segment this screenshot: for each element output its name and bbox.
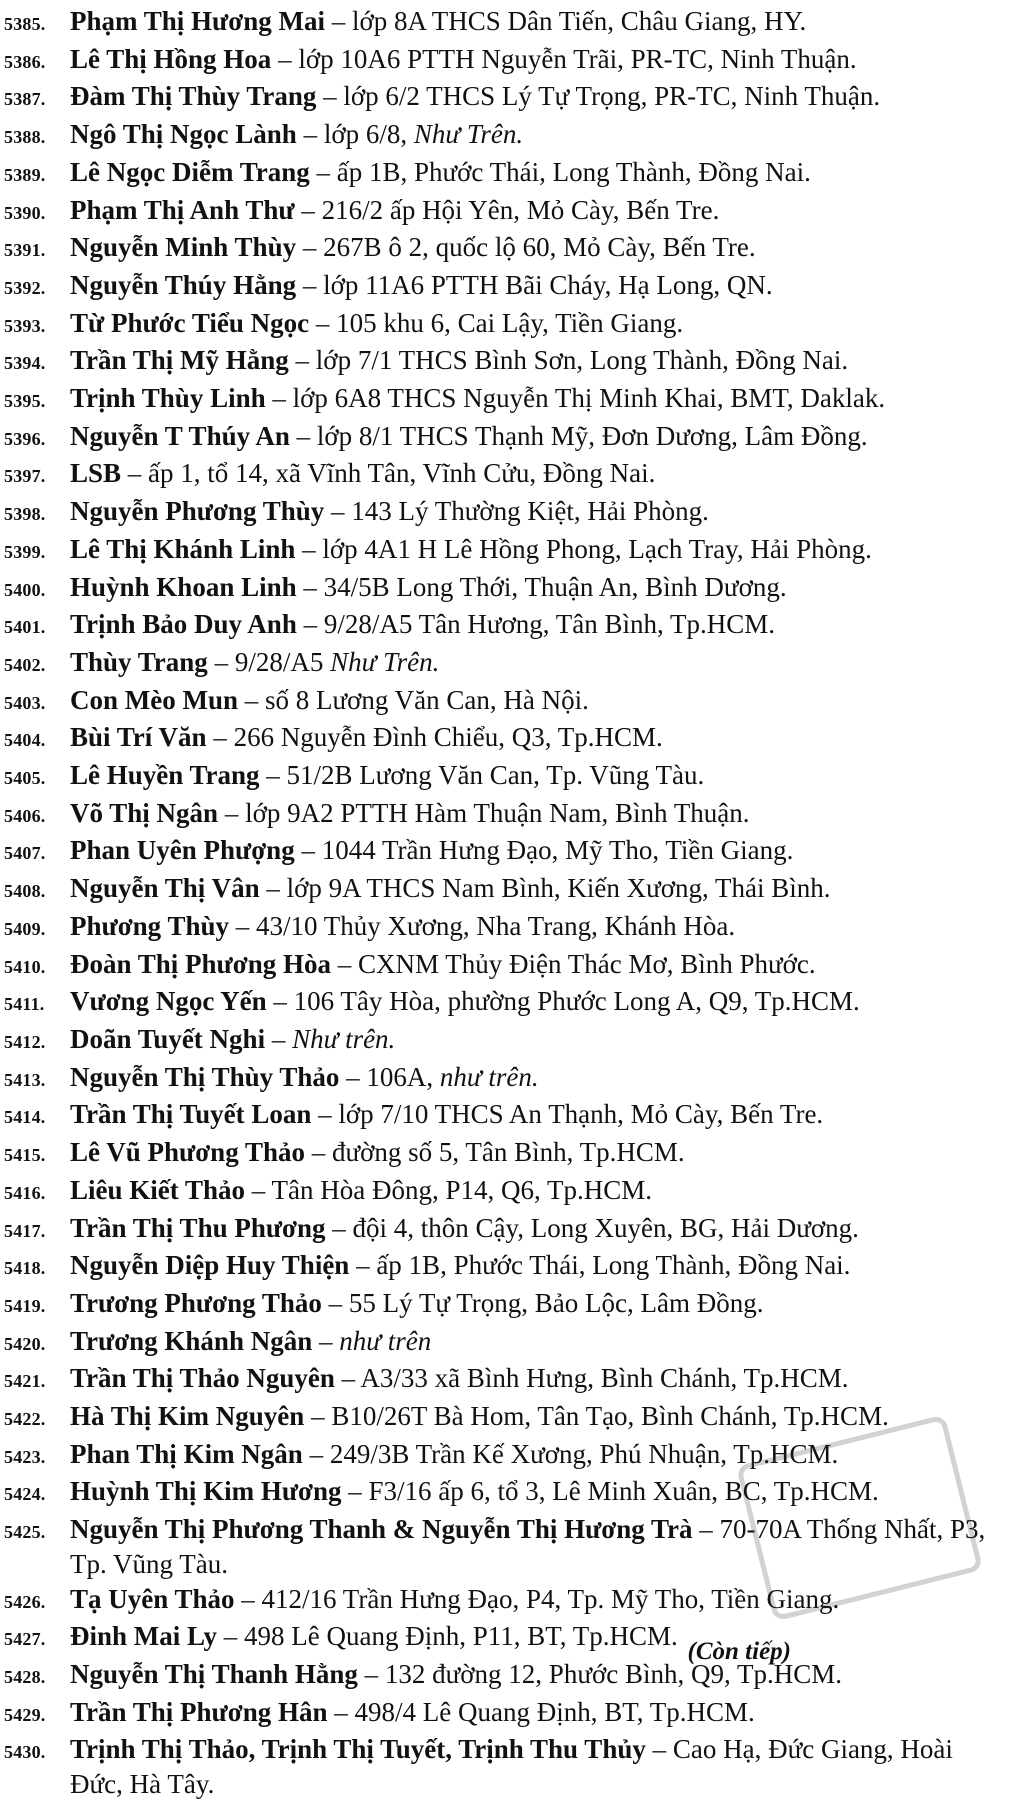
- entry-separator: –: [296, 119, 324, 150]
- entry-address: lớp 6/8,: [323, 119, 414, 150]
- entry-number: 5417.: [4, 1220, 46, 1241]
- entry-address: 216/2 ấp Hội Yên, Mỏ Cày, Bến Tre.: [321, 194, 720, 225]
- entry-name: Trần Thị Mỹ Hằng: [70, 345, 289, 376]
- entry-name: Huỳnh Thị Kim Hương: [70, 1476, 342, 1507]
- entry-number: 5397.: [4, 466, 46, 487]
- entry-text: [70, 419, 1004, 454]
- entry-number: 5405.: [4, 768, 46, 789]
- entry-name: Nguyễn Thị Vân: [70, 873, 260, 904]
- entry-name: Đoàn Thị Phương Hòa: [70, 948, 331, 979]
- entry-name: Phan Uyên Phượng: [70, 835, 295, 866]
- entry-number: 5422.: [4, 1409, 46, 1430]
- entry-address: 132 đường 12, Phước Bình, Q9, Tp.HCM.: [384, 1658, 842, 1689]
- entry-separator: –: [266, 986, 294, 1017]
- entry-text: [70, 42, 1004, 77]
- entry-text: [70, 306, 1004, 341]
- entry-address: 266 Nguyễn Đình Chiểu, Q3, Tp.HCM.: [233, 722, 663, 753]
- entry-text: [70, 796, 1004, 831]
- entry-name: Huỳnh Khoan Linh: [70, 571, 297, 602]
- entry-number: 5429.: [4, 1704, 46, 1725]
- entry-text: [70, 494, 1004, 529]
- entry-address: lớp 6/2 THCS Lý Tự Trọng, PR-TC, Ninh Thuận.: [343, 81, 881, 112]
- entry-number: 5408.: [4, 881, 46, 902]
- list-item: [4, 1732, 1004, 1801]
- list-item: [4, 720, 1004, 758]
- entry-address: 51/2B Lương Văn Can, Tp. Vũng Tàu.: [286, 760, 705, 791]
- entry-separator: –: [296, 609, 324, 640]
- entry-name: Thùy Trang: [70, 646, 208, 677]
- entry-name: Trần Thị Tuyết Loan: [70, 1099, 312, 1130]
- entry-address: 9/28/A5: [234, 646, 331, 677]
- list-item: [4, 871, 1004, 909]
- entry-address: A3/33 xã Bình Hưng, Bình Chánh, Tp.HCM.: [360, 1363, 849, 1394]
- entry-separator: –: [271, 43, 299, 74]
- entry-text: [70, 645, 1004, 680]
- entry-name: Nguyễn Diệp Huy Thiện: [70, 1250, 350, 1281]
- entry-address: CXNM Thủy Điện Thác Mơ, Bình Phước.: [357, 948, 816, 979]
- list-item: [4, 645, 1004, 683]
- entry-address: Cao Hạ, Đức Giang, Hoài Đức, Hà Tây.: [70, 1734, 953, 1800]
- list-item: [4, 607, 1004, 645]
- entry-text: [70, 1732, 1004, 1801]
- entry-text: [70, 193, 1004, 228]
- list-item: [4, 268, 1004, 306]
- entry-number: 5400.: [4, 579, 46, 600]
- entry-address: lớp 9A THCS Nam Bình, Kiến Xương, Thái Bình.: [286, 873, 831, 904]
- list-item: [4, 419, 1004, 457]
- entry-number: 5428.: [4, 1666, 46, 1687]
- entry-name: Trịnh Thùy Linh: [70, 383, 266, 414]
- entry-address: đường số 5, Tân Bình, Tp.HCM.: [331, 1137, 685, 1168]
- entry-separator: –: [349, 1250, 377, 1281]
- entry-text: [70, 1211, 1004, 1246]
- entry-name: Phạm Thị Anh Thư: [70, 194, 295, 225]
- entry-number: 5423.: [4, 1446, 46, 1467]
- entry-note: Như Trên.: [330, 646, 440, 677]
- entry-name: Nguyễn Thị Thùy Thảo: [70, 1061, 340, 1092]
- entry-number: 5419.: [4, 1295, 46, 1316]
- entry-separator: –: [692, 1514, 720, 1545]
- list-item: [4, 4, 1004, 42]
- list-item: [4, 570, 1004, 608]
- list-item: [4, 117, 1004, 155]
- entry-number: 5413.: [4, 1069, 46, 1090]
- entry-address: lớp 7/1 THCS Bình Sơn, Long Thành, Đồng Nai.: [315, 345, 849, 376]
- entry-number: 5391.: [4, 240, 46, 261]
- entry-address: lớp 7/10 THCS An Thạnh, Mỏ Cày, Bến Tre.: [338, 1099, 824, 1130]
- entry-number: 5388.: [4, 127, 46, 148]
- entry-address: lớp 8/1 THCS Thạnh Mỹ, Đơn Dương, Lâm Đồng.: [316, 420, 868, 451]
- entry-separator: –: [296, 269, 324, 300]
- entry-separator: –: [327, 1696, 355, 1727]
- entry-address: 249/3B Trần Kế Xương, Phú Nhuận, Tp.HCM.: [329, 1438, 839, 1469]
- entry-name: Trần Thị Thu Phương: [70, 1212, 326, 1243]
- entry-name: Liêu Kiết Thảo: [70, 1174, 246, 1205]
- entry-separator: –: [207, 646, 235, 677]
- entry-name: Lê Vũ Phương Thảo: [70, 1137, 305, 1168]
- list-item: [4, 1135, 1004, 1173]
- entry-separator: –: [218, 797, 246, 828]
- entry-text: [70, 155, 1004, 190]
- continued-note: (Còn tiếp): [687, 1638, 791, 1665]
- entry-text: [70, 1135, 1004, 1170]
- list-item: [4, 79, 1004, 117]
- entry-separator: –: [304, 1401, 332, 1432]
- entry-name: Lê Ngọc Diễm Trang: [70, 156, 310, 187]
- list-item: [4, 1097, 1004, 1135]
- entry-number: 5406.: [4, 805, 46, 826]
- entry-separator: –: [288, 345, 316, 376]
- list-item: [4, 193, 1004, 231]
- entry-name: Nguyễn Minh Thùy: [70, 232, 297, 263]
- entry-text: [70, 230, 1004, 265]
- list-item: [4, 1211, 1004, 1249]
- entry-name: Trương Phương Thảo: [70, 1287, 322, 1318]
- entry-text: [70, 1097, 1004, 1132]
- entry-address: số 8 Lương Văn Can, Hà Nội.: [265, 684, 589, 715]
- entry-text: [70, 947, 1004, 982]
- entry-separator: –: [321, 1287, 349, 1318]
- entry-address: F3/16 ấp 6, tổ 3, Lê Minh Xuân, BC, Tp.HCM.: [368, 1476, 879, 1507]
- entry-separator: –: [234, 1583, 262, 1614]
- entry-separator: –: [265, 383, 293, 414]
- entry-text: [70, 532, 1004, 567]
- entry-text: [70, 1286, 1004, 1321]
- entry-address: 106A,: [366, 1061, 440, 1092]
- entry-number: 5387.: [4, 89, 46, 110]
- entry-separator: –: [324, 6, 352, 36]
- list-item: [4, 1286, 1004, 1324]
- entry-note: như trên.: [439, 1061, 539, 1092]
- entry-number: 5416.: [4, 1182, 46, 1203]
- list-item: [4, 1060, 1004, 1098]
- list-item: [4, 1399, 1004, 1437]
- entry-address: lớp 6A8 THCS Nguyễn Thị Minh Khai, BMT, Daklak.: [292, 383, 886, 414]
- entry-number: 5385.: [4, 14, 46, 34]
- entry-address: 1044 Trần Hưng Đạo, Mỹ Tho, Tiền Giang.: [321, 835, 794, 866]
- entry-text: [70, 720, 1004, 755]
- entry-name: Phương Thùy: [70, 910, 229, 941]
- entry-separator: –: [309, 156, 337, 187]
- entry-text: [70, 1022, 1004, 1057]
- entry-text: [70, 984, 1004, 1019]
- entry-name: Vương Ngọc Yến: [70, 986, 267, 1017]
- entry-number: 5390.: [4, 202, 46, 223]
- entry-name: Từ Phước Tiểu Ngọc: [70, 307, 310, 338]
- entry-name: Doãn Tuyết Nghi: [70, 1023, 266, 1054]
- list-item: [4, 833, 1004, 871]
- entry-name: Nguyễn Thúy Hằng: [70, 269, 297, 300]
- entry-address: đội 4, thôn Cậy, Long Xuyên, BG, Hải Dương.: [352, 1212, 859, 1243]
- entry-separator: –: [265, 1023, 293, 1054]
- entry-number: 5402.: [4, 654, 46, 675]
- entry-text: [70, 1619, 1004, 1654]
- list-item: [4, 1695, 1004, 1733]
- entry-text: [70, 1399, 1004, 1434]
- entry-name: LSB: [70, 458, 122, 489]
- entry-number: 5426.: [4, 1591, 46, 1612]
- entry-address: 9/28/A5 Tân Hương, Tân Bình, Tp.HCM.: [323, 609, 776, 640]
- entry-number: 5399.: [4, 541, 46, 562]
- list-item: [4, 984, 1004, 1022]
- entry-address: 143 Lý Thường Kiệt, Hải Phòng.: [351, 496, 709, 527]
- entry-text: [70, 1324, 1004, 1359]
- entry-name: Nguyễn Thị Phương Thanh & Nguyễn Thị Hương Trà: [70, 1514, 693, 1545]
- list-item: [4, 42, 1004, 80]
- entry-separator: –: [228, 910, 256, 941]
- entry-number: 5410.: [4, 956, 46, 977]
- entry-separator: –: [294, 194, 322, 225]
- entry-name: Trần Thị Thảo Nguyên: [70, 1363, 335, 1394]
- list-item: [4, 532, 1004, 570]
- entry-name: Trương Khánh Ngân: [70, 1325, 313, 1356]
- entry-address: 70-70A Thống Nhất, P3, Tp. Vũng Tàu.: [70, 1514, 986, 1579]
- entry-separator: –: [357, 1658, 385, 1689]
- entry-separator: –: [294, 835, 322, 866]
- entry-name: Hà Thị Kim Nguyên: [70, 1401, 305, 1432]
- entry-text: [70, 343, 1004, 378]
- entry-text: [70, 1361, 1004, 1396]
- entry-separator: –: [330, 948, 358, 979]
- entry-note: như trên: [339, 1325, 432, 1356]
- entry-separator: –: [206, 722, 234, 753]
- entry-number: 5411.: [4, 994, 45, 1015]
- entry-separator: –: [296, 571, 324, 602]
- list-item: [4, 1619, 1004, 1657]
- list-item: [4, 494, 1004, 532]
- list-item: [4, 796, 1004, 834]
- list-item: [4, 1248, 1004, 1286]
- entry-address: ấp 1B, Phước Thái, Long Thành, Đồng Nai.: [376, 1250, 851, 1281]
- entry-number: 5421.: [4, 1371, 46, 1392]
- list-item: [4, 947, 1004, 985]
- entry-text: [70, 833, 1004, 868]
- entry-address: ấp 1, tổ 14, xã Vĩnh Tân, Vĩnh Cửu, Đồng Nai.: [148, 458, 656, 489]
- entry-address: ấp 1B, Phước Thái, Long Thành, Đồng Nai.: [336, 156, 811, 187]
- entry-address: B10/26T Bà Hom, Tân Tạo, Bình Chánh, Tp.HCM.: [331, 1401, 889, 1432]
- entry-text: [70, 683, 1004, 718]
- entry-address: lớp 10A6 PTTH Nguyễn Trãi, PR-TC, Ninh Thuận.: [298, 43, 857, 74]
- entry-separator: –: [645, 1734, 673, 1765]
- entry-address: Tân Hòa Đông, P14, Q6, Tp.HCM.: [271, 1174, 653, 1205]
- entry-name: Phạm Thị Hương Mai: [70, 6, 325, 36]
- list-item: [4, 1022, 1004, 1060]
- entry-separator: –: [312, 1325, 340, 1356]
- entry-address: lớp 8A THCS Dân Tiến, Châu Giang, HY.: [351, 6, 807, 36]
- entry-text: [70, 570, 1004, 605]
- entry-number: 5407.: [4, 843, 46, 864]
- entry-text: [70, 79, 1004, 114]
- entry-address: 498 Lê Quang Định, P11, BT, Tp.HCM.: [244, 1621, 678, 1652]
- entry-separator: –: [341, 1476, 369, 1507]
- entry-number: 5427.: [4, 1629, 46, 1650]
- entry-number: 5403.: [4, 692, 46, 713]
- list-item: [4, 230, 1004, 268]
- entry-name: Tạ Uyên Thảo: [70, 1583, 235, 1614]
- entry-text: [70, 1173, 1004, 1208]
- list-item: [4, 456, 1004, 494]
- entry-text: [70, 1657, 1004, 1692]
- entry-text: [70, 268, 1004, 303]
- entry-address: 412/16 Trần Hưng Đạo, P4, Tp. Mỹ Tho, Tiền Giang.: [261, 1583, 840, 1614]
- entry-address: 498/4 Lê Quang Định, BT, Tp.HCM.: [354, 1696, 755, 1727]
- entry-separator: –: [289, 420, 317, 451]
- entry-separator: –: [259, 873, 287, 904]
- entry-separator: –: [309, 307, 337, 338]
- entry-separator: –: [302, 1438, 330, 1469]
- entry-separator: –: [295, 533, 323, 564]
- entry-name: Nguyễn T Thúy An: [70, 420, 290, 451]
- entry-name: Trần Thị Phương Hân: [70, 1696, 328, 1727]
- entry-separator: –: [121, 458, 149, 489]
- entry-number: 5404.: [4, 730, 46, 751]
- entry-name: Lê Thị Khánh Linh: [70, 533, 296, 564]
- entry-separator: –: [304, 1137, 332, 1168]
- entry-address: 34/5B Long Thới, Thuận An, Bình Dương.: [323, 571, 787, 602]
- entry-separator: –: [311, 1099, 339, 1130]
- entry-text: [70, 4, 1004, 39]
- entry-text: [70, 758, 1004, 793]
- list-item: [4, 1361, 1004, 1399]
- entry-number: 5412.: [4, 1031, 46, 1052]
- entry-name: Nguyễn Thị Thanh Hằng: [70, 1658, 358, 1689]
- entry-text: [70, 456, 1004, 491]
- entry-number: 5396.: [4, 428, 46, 449]
- entry-separator: –: [217, 1621, 245, 1652]
- list-item: [4, 343, 1004, 381]
- entry-address: 55 Lý Tự Trọng, Bảo Lộc, Lâm Đồng.: [348, 1287, 764, 1318]
- entry-address: lớp 4A1 H Lê Hồng Phong, Lạch Tray, Hải Phòng.: [322, 533, 872, 564]
- entry-number: 5393.: [4, 315, 46, 336]
- entry-name: Ngô Thị Ngọc Lành: [70, 119, 297, 150]
- entry-address: 267B ô 2, quốc lộ 60, Mỏ Cày, Bến Tre.: [323, 232, 756, 263]
- list-item: [4, 155, 1004, 193]
- entry-number: 5420.: [4, 1333, 46, 1354]
- entry-separator: –: [296, 232, 324, 263]
- entry-number: 5418.: [4, 1258, 46, 1279]
- entry-separator: –: [245, 1174, 272, 1205]
- entry-name: Lê Thị Hồng Hoa: [70, 43, 272, 74]
- list-item: [4, 1657, 1004, 1695]
- entry-number: 5389.: [4, 164, 46, 185]
- list-item: [4, 1324, 1004, 1362]
- entry-separator: –: [238, 684, 265, 715]
- entry-note: Như trên.: [292, 1023, 396, 1054]
- entry-text: [70, 381, 1004, 416]
- entry-separator: –: [316, 81, 344, 112]
- entry-number: 5414.: [4, 1107, 46, 1128]
- entry-address: 43/10 Thủy Xương, Nha Trang, Khánh Hòa.: [255, 910, 736, 941]
- entry-name: Võ Thị Ngân: [70, 797, 219, 828]
- entry-number: 5395.: [4, 391, 46, 412]
- entry-text: [70, 1695, 1004, 1730]
- entry-name: Đinh Mai Ly: [70, 1621, 218, 1652]
- entry-number: 5424.: [4, 1484, 46, 1505]
- list-item: [4, 1173, 1004, 1211]
- entry-text: [70, 607, 1004, 642]
- entry-separator: –: [334, 1363, 361, 1394]
- entry-name: Trịnh Bảo Duy Anh: [70, 609, 297, 640]
- entry-name: Lê Huyền Trang: [70, 760, 260, 791]
- entry-separator: –: [259, 760, 287, 791]
- entry-number: 5394.: [4, 353, 46, 374]
- entry-number: 5386.: [4, 51, 46, 72]
- entry-name: Bùi Trí Văn: [70, 722, 207, 753]
- entry-text: [70, 871, 1004, 906]
- entry-name: Đàm Thị Thùy Trang: [70, 81, 317, 112]
- list-item: [4, 381, 1004, 419]
- entry-text: [70, 1060, 1004, 1095]
- entry-number: 5415.: [4, 1145, 46, 1166]
- list-item: [4, 758, 1004, 796]
- entry-text: [70, 909, 1004, 944]
- entry-separator: –: [325, 1212, 353, 1243]
- entry-separator: –: [339, 1061, 367, 1092]
- list-item: [4, 909, 1004, 947]
- entry-address: 106 Tây Hòa, phường Phước Long A, Q9, Tp.HCM.: [293, 986, 860, 1017]
- entry-number: 5392.: [4, 277, 46, 298]
- entry-separator: –: [324, 496, 352, 527]
- entry-number: 5425.: [4, 1522, 46, 1543]
- entry-number: 5401.: [4, 617, 46, 638]
- list-item: [4, 683, 1004, 721]
- entry-address: lớp 11A6 PTTH Bãi Cháy, Hạ Long, QN.: [323, 269, 773, 300]
- entry-name: Trịnh Thị Thảo, Trịnh Thị Tuyết, Trịnh Thu Thủy: [70, 1734, 646, 1765]
- entry-name: Con Mèo Mun: [70, 684, 238, 715]
- entry-note: Như Trên.: [413, 119, 524, 150]
- entry-text: [70, 117, 1004, 152]
- entry-number: 5430.: [4, 1742, 46, 1763]
- entry-address: 105 khu 6, Cai Lậy, Tiền Giang.: [336, 307, 684, 338]
- entry-name: Nguyễn Phương Thùy: [70, 496, 325, 527]
- entry-name: Phan Thị Kim Ngân: [70, 1438, 303, 1469]
- list-item: [4, 306, 1004, 344]
- entry-number: 5409.: [4, 918, 46, 939]
- entry-text: [70, 1248, 1004, 1283]
- entry-number: 5398.: [4, 504, 46, 525]
- entry-address: lớp 9A2 PTTH Hàm Thuận Nam, Bình Thuận.: [245, 797, 750, 828]
